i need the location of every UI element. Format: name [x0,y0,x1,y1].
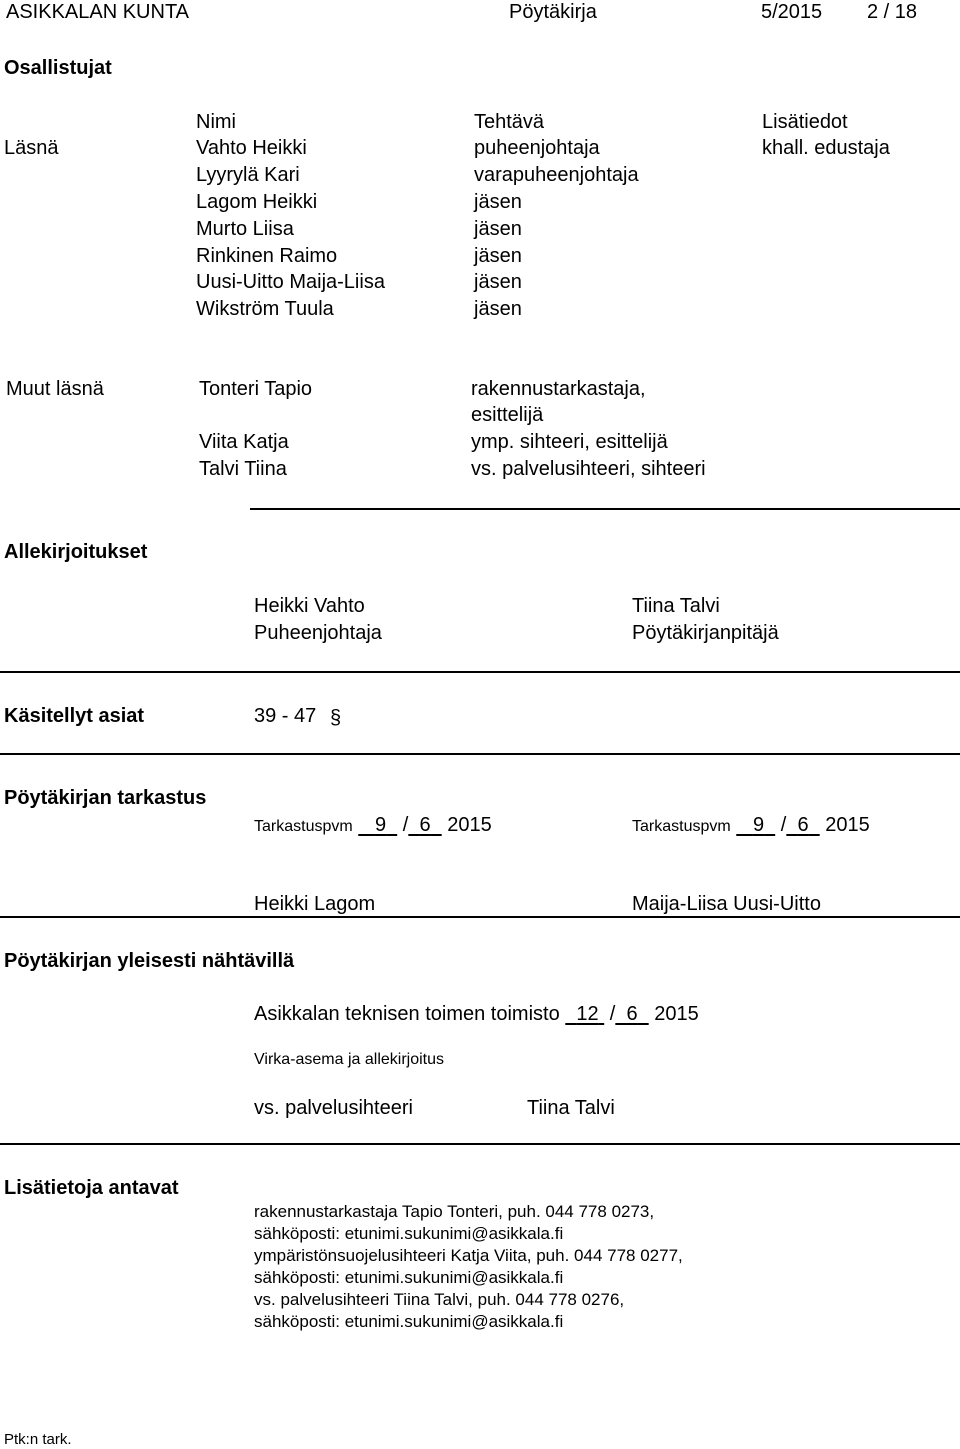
member-role: jäsen [474,218,522,240]
signer-left-title: Puheenjohtaja [254,622,382,644]
member-role: jäsen [474,271,522,293]
public-place-date: Asikkalan teknisen toimen toimisto 12 / 6 2015 [254,1003,699,1025]
review-year: 2015 [447,814,492,836]
member-role: jäsen [474,245,522,267]
other-role: rakennustarkastaja, [471,378,646,400]
other-role: ymp. sihteeri, esittelijä [471,431,668,453]
public-position: vs. palvelusihteeri [254,1097,413,1119]
divider [250,508,960,510]
col-info-header: Lisätiedot [762,111,848,133]
present-label: Läsnä [4,137,59,159]
contact-line: rakennustarkastaja Tapio Tonteri, puh. 044 778 0273, [254,1202,655,1221]
col-role-header: Tehtävä [474,111,545,133]
member-role: varapuheenjohtaja [474,164,639,186]
member-role: jäsen [474,298,522,320]
col-name-header: Nimi [196,111,236,133]
review-month: 6 [797,814,809,836]
member-name: Uusi-Uitto Maija-Liisa [196,271,385,293]
signer-left-name: Heikki Vahto [254,595,365,617]
review-day: 9 [752,814,765,836]
contact-title: Lisätietoja antavat [4,1177,179,1199]
org-name: ASIKKALAN KUNTA [6,1,190,23]
participants-title: Osallistujat [4,57,112,79]
paragraph-symbol: § [330,707,342,729]
page-number: 2 / 18 [867,1,918,23]
public-title: Pöytäkirjan yleisesti nähtävillä [4,950,295,972]
matters-value: 39 - 47 [254,705,317,727]
divider [0,1143,960,1145]
review-month: 6 [419,814,431,836]
signer-right-name: Tiina Talvi [632,595,720,617]
other-role: vs. palvelusihteeri, sihteeri [471,458,706,480]
member-role: puheenjohtaja [474,137,600,159]
public-month: 6 [626,1003,638,1025]
contact-line: sähköposti: etunimi.sukunimi@asikkala.fi [254,1268,564,1287]
member-role: jäsen [474,191,522,213]
review-date-label: Tarkastuspvm [632,818,731,835]
review-right-date: Tarkastuspvm 9 / 6 2015 [632,814,870,836]
public-signer: Tiina Talvi [527,1097,615,1119]
contact-line: ympäristönsuojelusihteeri Katja Viita, puh. 044 778 0277, [254,1246,683,1265]
public-place: Asikkalan teknisen toimen toimisto [254,1003,560,1025]
member-name: Wikström Tuula [196,298,334,320]
other-name: Tonteri Tapio [199,378,313,400]
review-title: Pöytäkirjan tarkastus [4,787,207,809]
review-day: 9 [374,814,387,836]
footer-label: Ptk:n tark. [4,1431,72,1448]
public-day: 12 [576,1003,599,1025]
signer-right-title: Pöytäkirjanpitäjä [632,622,779,644]
member-name: Murto Liisa [196,218,294,240]
signature-position-label: Virka-asema ja allekirjoitus [254,1051,444,1068]
review-date-label: Tarkastuspvm [254,818,353,835]
other-name: Viita Katja [199,431,289,453]
review-year: 2015 [825,814,870,836]
contact-line: sähköposti: etunimi.sukunimi@asikkala.fi [254,1312,564,1331]
member-name: Rinkinen Raimo [196,245,338,267]
member-name: Vahto Heikki [196,137,307,159]
public-year: 2015 [654,1003,699,1025]
contact-line: sähköposti: etunimi.sukunimi@asikkala.fi [254,1224,564,1243]
divider [0,671,960,673]
matters-label: Käsitellyt asiat [4,705,145,727]
contact-line: vs. palvelusihteeri Tiina Talvi, puh. 044 778 0276, [254,1290,625,1309]
divider [0,753,960,755]
doc-type: Pöytäkirja [509,1,597,23]
reviewer-left-name: Heikki Lagom [254,893,376,915]
signatures-title: Allekirjoitukset [4,541,148,563]
other-role-cont: esittelijä [471,404,544,426]
member-name: Lyyrylä Kari [196,164,300,186]
member-name: Lagom Heikki [196,191,318,213]
divider [0,916,960,918]
doc-number: 5/2015 [761,1,823,23]
reviewer-right-name: Maija-Liisa Uusi-Uitto [632,893,821,915]
other-name: Talvi Tiina [199,458,287,480]
member-info: khall. edustaja [762,137,890,159]
others-label: Muut läsnä [6,378,104,400]
review-left-date: Tarkastuspvm 9 / 6 2015 [254,814,492,836]
